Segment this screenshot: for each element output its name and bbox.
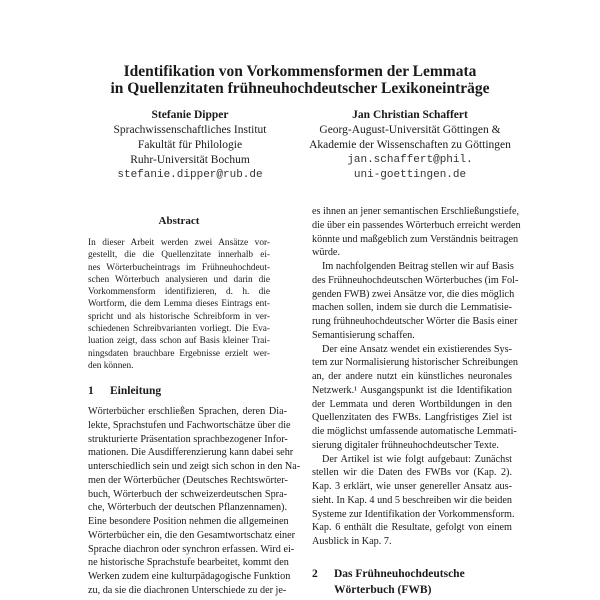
- author-block: [100, 108, 280, 183]
- text-line: Wörterbücher ein, die den Gesamtwortschatz einer: [88, 529, 296, 541]
- section-title: Wörterbuch (FWB): [334, 584, 432, 596]
- text-line: zu, da sie die diachronen Unterschiede zu der je-: [88, 584, 287, 596]
- text-line: spricht und als historische Schreibform in ver-: [88, 311, 270, 322]
- text-line: Sprache diachron oder synchron erfassen. Wird ei-: [88, 543, 295, 555]
- author-email[interactable]: uni-goettingen.de: [353, 169, 467, 181]
- text-line: nes Wörterbucheintrags im Frühneuhochdeut-: [88, 262, 270, 273]
- text-line: tem zur Normalisierung historischer Schreibungen: [312, 357, 518, 369]
- text-line: des Frühneuhochdeutschen Wörterbuches (im Fol-: [312, 274, 519, 286]
- text-line: ne historische Sprachstufe bearbeitet, kommt den: [88, 557, 289, 569]
- text-line: che, Wörterbuch der deutschen Pflanzennamen).: [88, 502, 287, 514]
- text-line: Quellenzitaten des FWBs. Langfristiges Ziel ist: [312, 412, 512, 424]
- author-name: Stefanie Dipper: [151, 109, 229, 121]
- text-line: schiedenen Schreibvarianten vorliegt. Die Eva-: [88, 324, 270, 335]
- text-line: rung frühneuhochdeutscher Wörter die Basis einer: [312, 316, 518, 327]
- text-line: Eine besondere Position nehmen die allgemeinen: [88, 516, 289, 527]
- text-line: Semantisierung schaffen.: [312, 329, 415, 341]
- text-line: Werken zudem eine kulturpädagogische Funktion: [88, 571, 291, 582]
- text-line: stellen wir die Daten des FWBs vor (Kap. 2).: [312, 467, 512, 479]
- text-line: den können.: [88, 360, 134, 371]
- section-heading-2: [312, 566, 465, 598]
- text-line: Ausblick in Kap. 7.: [312, 536, 392, 547]
- text-line: Der Artikel ist wie folgt aufgebaut: Zunächst: [322, 453, 512, 465]
- section-title: Das Frühneuhochdeutsche: [334, 568, 465, 580]
- author-email[interactable]: jan.schaffert@phil.: [347, 154, 473, 166]
- text-line: gestellt, die die Quellenzitate innerhalb ei-: [88, 250, 270, 261]
- text-line: luation zeigt, dass schon auf Basis kleiner Trai-: [88, 336, 270, 347]
- section-title: Einleitung: [110, 385, 162, 397]
- text-line: machen sollen, indem sie durch die Lemmatisie-: [312, 302, 512, 314]
- text-line: unterschiedlich sein und zeigt sich schon in den Na-: [88, 461, 301, 472]
- text-line: lekte, Sprachstufen und Fachwortschätze über die: [88, 419, 291, 431]
- author-name: Jan Christian Schaffert: [352, 109, 468, 121]
- title-line: in Quellenzitaten frühneuhochdeutscher Lexikoneinträge: [110, 79, 490, 97]
- text-line: der Lemmata und deren Wortbildungen in den: [312, 398, 512, 410]
- text-line: schen Wörterbuch analysieren und darin die: [88, 274, 270, 285]
- text-line: Wortform, die dem Lemma dieses Eintrags ent-: [88, 299, 270, 310]
- text-line: Wörterbücher erschließen Sprachen, deren Dia-: [88, 406, 287, 417]
- text-line: Kap. 6 enthält die Resultate, gefolgt von einem: [312, 522, 512, 534]
- right-column-body: [312, 205, 521, 549]
- text-line: Netzwerk.¹ Ausgangspunkt ist die Identifikation: [312, 384, 512, 396]
- text-line: In dieser Arbeit werden zwei Ansätze vor-: [88, 238, 270, 248]
- abstract-body: [88, 237, 270, 372]
- text-line: die über ein passendes Wörterbuch erreicht werden: [312, 219, 521, 231]
- affiliation-line: Georg-August-Universität Göttingen &: [319, 124, 501, 136]
- paper-title: [0, 64, 600, 97]
- affiliation-line: Ruhr-Universität Bochum: [130, 154, 250, 166]
- text-line: Systeme zur Identifikation der Vorkommensform.: [312, 508, 515, 520]
- text-line: genden FWB) zwei Ansätze vor, die dies möglich: [312, 288, 515, 300]
- text-line: Kap. 3 erklärt, wie unser genereller Ansatz aus-: [312, 481, 512, 492]
- text-line: Vorkommensform identifizieren, d. h. die: [88, 287, 270, 298]
- text-line: strukturierte Präsentation sprachbezogener Infor-: [88, 433, 288, 445]
- left-column-body: [88, 405, 301, 598]
- text-line: sierung digitaler frühneuhochdeutscher Texte.: [312, 439, 499, 451]
- text-line: könnte und maßgeblich zum Verständnis beitragen: [312, 233, 519, 245]
- text-line: Im nachfolgenden Beitrag stellen wir auf Basis: [322, 261, 514, 272]
- text-line: buch, Wörterbuch der schweizerdeutschen Spra-: [88, 488, 287, 500]
- affiliation-line: Sprachwissenschaftliches Institut: [113, 124, 267, 136]
- text-line: men der Wörterbücher (Deutsches Rechtswörter-: [88, 474, 288, 486]
- text-line: mationen. Die Ausdifferenzierung kann dabei sehr: [88, 447, 294, 459]
- text-line: würde.: [312, 247, 341, 259]
- section-number: 2: [312, 568, 318, 580]
- text-line: sieht. In Kap. 4 und 5 beschreiben wir die beiden: [312, 494, 513, 506]
- author-email[interactable]: stefanie.dipper@rub.de: [117, 169, 263, 181]
- abstract-heading: Abstract: [158, 215, 200, 227]
- title-line: Identifikation von Vorkommensformen der Lemmata: [123, 63, 477, 80]
- text-line: ningsdaten brauchbare Ergebnisse erzielt wer-: [88, 348, 270, 359]
- author-block: [290, 108, 530, 183]
- section-number: 1: [88, 385, 94, 397]
- text-line: die möglichst umfassende automatische Lemmati-: [312, 426, 517, 437]
- text-line: an, der andere nutzt ein künstliches neuronales: [312, 371, 512, 382]
- section-heading-1: [88, 383, 161, 399]
- text-line: es ihnen an jener semantischen Erschließungstiefe,: [312, 206, 520, 217]
- text-line: Der eine Ansatz wendet ein existierendes Sys-: [322, 343, 512, 355]
- affiliation-line: Akademie der Wissenschaften zu Göttingen: [309, 139, 511, 151]
- affiliation-line: Fakultät für Philologie: [137, 139, 243, 151]
